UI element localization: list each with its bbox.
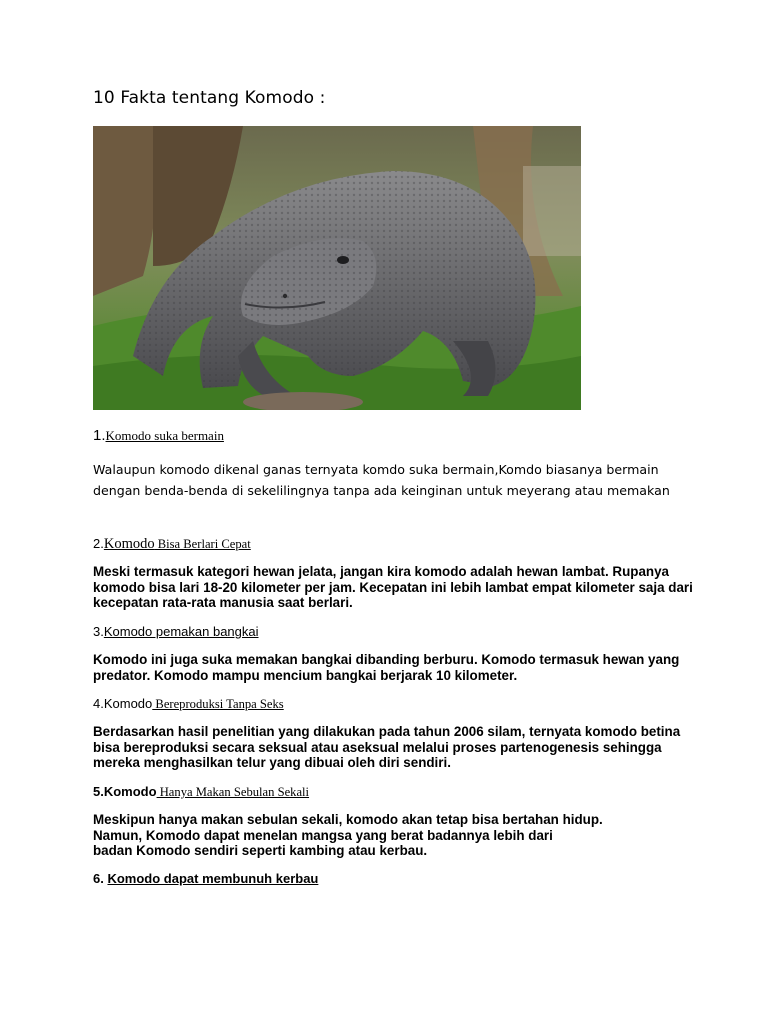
fact-4-title-b[interactable]: Bereproduksi Tanpa Seks bbox=[152, 697, 284, 711]
fact-1-number: 1. bbox=[93, 427, 106, 444]
fact-2-heading bbox=[93, 535, 251, 553]
fact-4-title-a[interactable]: Komodo bbox=[103, 696, 153, 711]
fact-1-heading bbox=[93, 427, 224, 445]
page-title: 10 Fakta tentang Komodo : bbox=[93, 88, 326, 108]
fact-5-heading bbox=[93, 783, 309, 801]
komodo-photo bbox=[93, 126, 581, 410]
fact-3-number: 3. bbox=[93, 624, 104, 639]
fact-5-title-b[interactable]: Hanya Makan Sebulan Sekali bbox=[156, 785, 310, 799]
fact-5-number: 5. bbox=[93, 784, 104, 799]
fact-2-title-a[interactable]: Komodo bbox=[103, 536, 155, 552]
fact-3-body: Komodo ini juga suka memakan bangkai dibanding berburu. Komodo termasuk hewan yang predator. Komodo mampu mencium bangkai berjarak 10 kilometer. bbox=[93, 652, 680, 683]
fact-6-title[interactable]: Komodo dapat membunuh kerbau bbox=[107, 871, 319, 886]
fact-1-body: Walaupun komodo dikenal ganas ternyata komdo suka bermain,Komdo biasanya bermain dengan benda-benda di sekelilingnya tanpa ada keinginan untuk meyerang atau memakan bbox=[93, 462, 670, 498]
fact-4-number: 4. bbox=[93, 696, 104, 711]
fact-5-body-line-2: Namun, Komodo dapat menelan mangsa yang berat badannya lebih dari bbox=[93, 827, 553, 843]
fact-4-body: Berdasarkan hasil penelitian yang dilakukan pada tahun 2006 silam, ternyata komodo betina bisa bereproduksi secara seksual atau aseksual melalui proses partenogenesis sehingga mereka menghasilkan telur yang dibuai oleh diri sendiri. bbox=[93, 724, 681, 771]
fact-5-body-line-3: badan Komodo sendiri seperti kambing atau kerbau. bbox=[93, 843, 428, 859]
fact-2-body: Meski termasuk kategori hewan jelata, jangan kira komodo adalah hewan lambat. Rupanya komodo bisa lari 18-20 kilometer per jam. Kecepatan ini lebih lambat empat kilometer saja dari kecepatan rata-rata manusia saat berlari. bbox=[93, 564, 693, 611]
fact-3-heading bbox=[93, 623, 259, 641]
fact-6-number: 6. bbox=[93, 871, 108, 886]
fact-4-heading bbox=[93, 695, 284, 713]
fact-3-title[interactable]: Komodo pemakan bangkai bbox=[103, 624, 259, 639]
komodo-illustration bbox=[93, 126, 581, 410]
fact-5-title-a[interactable]: Komodo bbox=[103, 784, 157, 799]
fact-5-body bbox=[93, 812, 693, 859]
fact-6-heading bbox=[93, 870, 318, 888]
fact-2-title-b[interactable]: Bisa Berlari Cepat bbox=[154, 537, 251, 551]
fact-5-body-line-1: Meskipun hanya makan sebulan sekali, komodo akan tetap bisa bertahan hidup. bbox=[93, 812, 603, 827]
fact-2-number: 2. bbox=[93, 536, 104, 551]
fact-1-title[interactable]: Komodo suka bermain bbox=[105, 428, 224, 443]
